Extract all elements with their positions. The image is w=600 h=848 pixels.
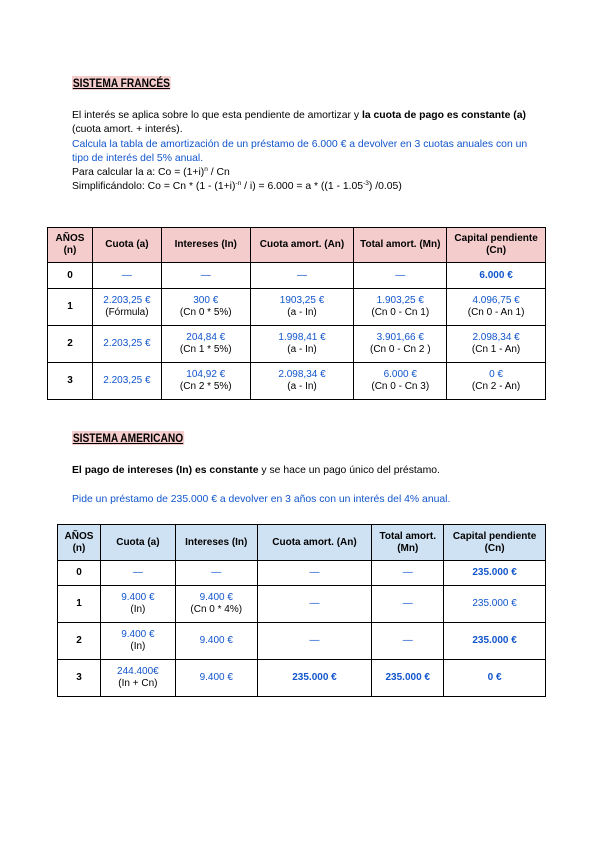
americano-intro-a: El pago de intereses (In) es constante: [72, 465, 259, 476]
amort-cell: [250, 363, 354, 400]
frances-intro: [72, 109, 542, 137]
table-row: [58, 660, 546, 697]
year-cell: 0: [48, 263, 93, 289]
year-cell: 3: [48, 363, 93, 400]
total-cell: [354, 363, 447, 400]
amort-value: 2.098,34 €: [278, 369, 326, 380]
total-value: 3.901,66 €: [376, 332, 424, 343]
amort-cell: 235.000 €: [257, 660, 372, 697]
amort-cell: —: [257, 623, 372, 660]
col-header-total-amort: Total amort. (Mn): [354, 228, 447, 263]
americano-problem: Pide un préstamo de 235.000 € a devolver en 3 años con un interés del 4% anual.: [72, 494, 451, 505]
amort-formula: (a - In): [287, 307, 317, 318]
intereses-value: 104,92 €: [186, 369, 226, 380]
capital-formula: (Cn 0 - An 1): [467, 307, 525, 318]
table-row: [58, 623, 546, 660]
cuota-formula: (In + Cn): [118, 678, 158, 689]
capital-value: 0 €: [489, 369, 504, 380]
intereses-cell: 9.400 €: [175, 660, 257, 697]
frances-problem: Calcula la tabla de amortización de un préstamo de 6.000 € a devolver en 3 cuotas anuales con un tipo de interés del 5% anual.: [72, 139, 528, 164]
amort-cell: —: [257, 586, 372, 623]
amort-formula: (a - In): [287, 381, 317, 392]
col-header-cuota: Cuota (a): [92, 228, 161, 263]
capital-cell: [447, 326, 546, 363]
capital-cell: 235.000 €: [444, 561, 546, 586]
total-cell: —: [372, 623, 444, 660]
intereses-cell: [175, 586, 257, 623]
year-cell: 2: [48, 326, 93, 363]
capital-cell: [447, 289, 546, 326]
frances-simp-a: Simplificándolo: Co = Cn * (1 - (1+i): [72, 181, 236, 192]
intereses-formula: (Cn 2 * 5%): [179, 381, 232, 392]
cuota-cell: 2.203,25 €: [92, 326, 161, 363]
capital-cell: 6.000 €: [447, 263, 546, 289]
amort-value: 1.998,41 €: [278, 332, 326, 343]
total-formula: (Cn 0 - Cn 3): [371, 381, 430, 392]
frances-calc-prefix: Para calcular la a: Co = (1+i): [72, 167, 205, 178]
frances-simplified: [72, 180, 572, 194]
frances-heading: SISTEMA FRANCÉS: [72, 76, 170, 90]
frances-table: [47, 227, 546, 400]
intereses-cell: —: [161, 263, 250, 289]
col-header-total-amort: Total amort. (Mn): [372, 525, 444, 561]
year-cell: 3: [58, 660, 101, 697]
table-row: [48, 363, 546, 400]
cuota-value: 9.400 €: [121, 592, 155, 603]
year-cell: 1: [58, 586, 101, 623]
total-cell: 235.000 €: [372, 660, 444, 697]
cuota-value: 2.203,25 €: [103, 295, 151, 306]
cuota-formula: (In): [130, 641, 146, 652]
amort-formula: (a - In): [287, 344, 317, 355]
intereses-cell: [161, 289, 250, 326]
frances-simp-sup1: -n: [235, 180, 242, 187]
col-header-cuota-amort: Cuota amort. (An): [250, 228, 354, 263]
total-cell: —: [354, 263, 447, 289]
col-header-capital: Capital pendiente (Cn): [444, 525, 546, 561]
capital-value: 4.096,75 €: [472, 295, 520, 306]
cuota-cell: 2.203,25 €: [92, 363, 161, 400]
col-header-cuota-amort: Cuota amort. (An): [257, 525, 372, 561]
col-header-intereses: Intereses (In): [175, 525, 257, 561]
cuota-value: 244.400€: [117, 666, 159, 677]
capital-formula: (Cn 1 - An): [471, 344, 521, 355]
intereses-formula: (Cn 0 * 5%): [179, 307, 232, 318]
col-header-intereses: Intereses (In): [161, 228, 250, 263]
cuota-cell: [92, 289, 161, 326]
table-row: [58, 586, 546, 623]
total-cell: —: [372, 561, 444, 586]
intereses-cell: —: [175, 561, 257, 586]
cuota-cell: [100, 660, 175, 697]
cuota-value: 9.400 €: [121, 629, 155, 640]
capital-cell: 0 €: [444, 660, 546, 697]
total-value: 1.903,25 €: [376, 295, 424, 306]
total-formula: (Cn 0 - Cn 2 ): [369, 344, 431, 355]
amort-cell: —: [257, 561, 372, 586]
cuota-formula: (In): [130, 604, 146, 615]
frances-intro-b: la cuota de pago es constante (a): [361, 110, 526, 121]
frances-intro-a: El interés se aplica sobre lo que esta pendiente de amortizar y: [72, 110, 362, 121]
table-row: [48, 326, 546, 363]
americano-heading: SISTEMA AMERICANO: [72, 431, 184, 445]
frances-calc-sup: n: [204, 166, 208, 173]
col-header-cuota: Cuota (a): [100, 525, 175, 561]
frances-intro-c: (cuota amort. + interés).: [72, 124, 183, 135]
frances-calc: [72, 166, 542, 180]
total-value: 6.000 €: [383, 369, 417, 380]
frances-header-row: [48, 228, 546, 263]
americano-intro: [72, 464, 542, 478]
col-header-anos: AÑOS (n): [58, 525, 101, 561]
col-header-capital: Capital pendiente (Cn): [447, 228, 546, 263]
total-cell: [354, 326, 447, 363]
table-row: [48, 289, 546, 326]
year-cell: 1: [48, 289, 93, 326]
frances-calc-suffix: / Cn: [207, 167, 230, 178]
capital-formula: (Cn 2 - An): [471, 381, 521, 392]
amort-cell: [250, 326, 354, 363]
frances-simp-c: ) /0.05): [368, 181, 402, 192]
frances-simp-b: / i) = 6.000 = a * ((1 - 1.05: [241, 181, 364, 192]
amort-value: 1903,25 €: [279, 295, 325, 306]
intereses-cell: [161, 326, 250, 363]
total-formula: (Cn 0 - Cn 1): [371, 307, 430, 318]
capital-cell: [447, 363, 546, 400]
amort-cell: [250, 289, 354, 326]
intereses-value: 300 €: [193, 295, 219, 306]
intereses-value: 204,84 €: [186, 332, 226, 343]
cuota-cell: —: [92, 263, 161, 289]
capital-cell: 235.000 €: [444, 623, 546, 660]
capital-value: 2.098,34 €: [472, 332, 520, 343]
americano-header-row: [58, 525, 546, 561]
capital-cell: 235.000 €: [444, 586, 546, 623]
table-row: [48, 263, 546, 289]
americano-table: [57, 524, 546, 697]
cuota-cell: [100, 623, 175, 660]
intereses-value: 9.400 €: [199, 592, 233, 603]
intereses-cell: 9.400 €: [175, 623, 257, 660]
cuota-cell: [100, 586, 175, 623]
year-cell: 2: [58, 623, 101, 660]
table-row: [58, 561, 546, 586]
americano-intro-b: y se hace un pago único del préstamo.: [258, 465, 440, 476]
intereses-cell: [161, 363, 250, 400]
intereses-formula: (Cn 1 * 5%): [179, 344, 232, 355]
total-cell: [354, 289, 447, 326]
total-cell: —: [372, 586, 444, 623]
col-header-anos: AÑOS (n): [48, 228, 93, 263]
cuota-cell: —: [100, 561, 175, 586]
intereses-formula: (Cn 0 * 4%): [190, 604, 243, 615]
cuota-formula: (Fórmula): [105, 307, 149, 318]
frances-simp-sup2: -3: [363, 180, 369, 187]
amort-cell: —: [250, 263, 354, 289]
year-cell: 0: [58, 561, 101, 586]
